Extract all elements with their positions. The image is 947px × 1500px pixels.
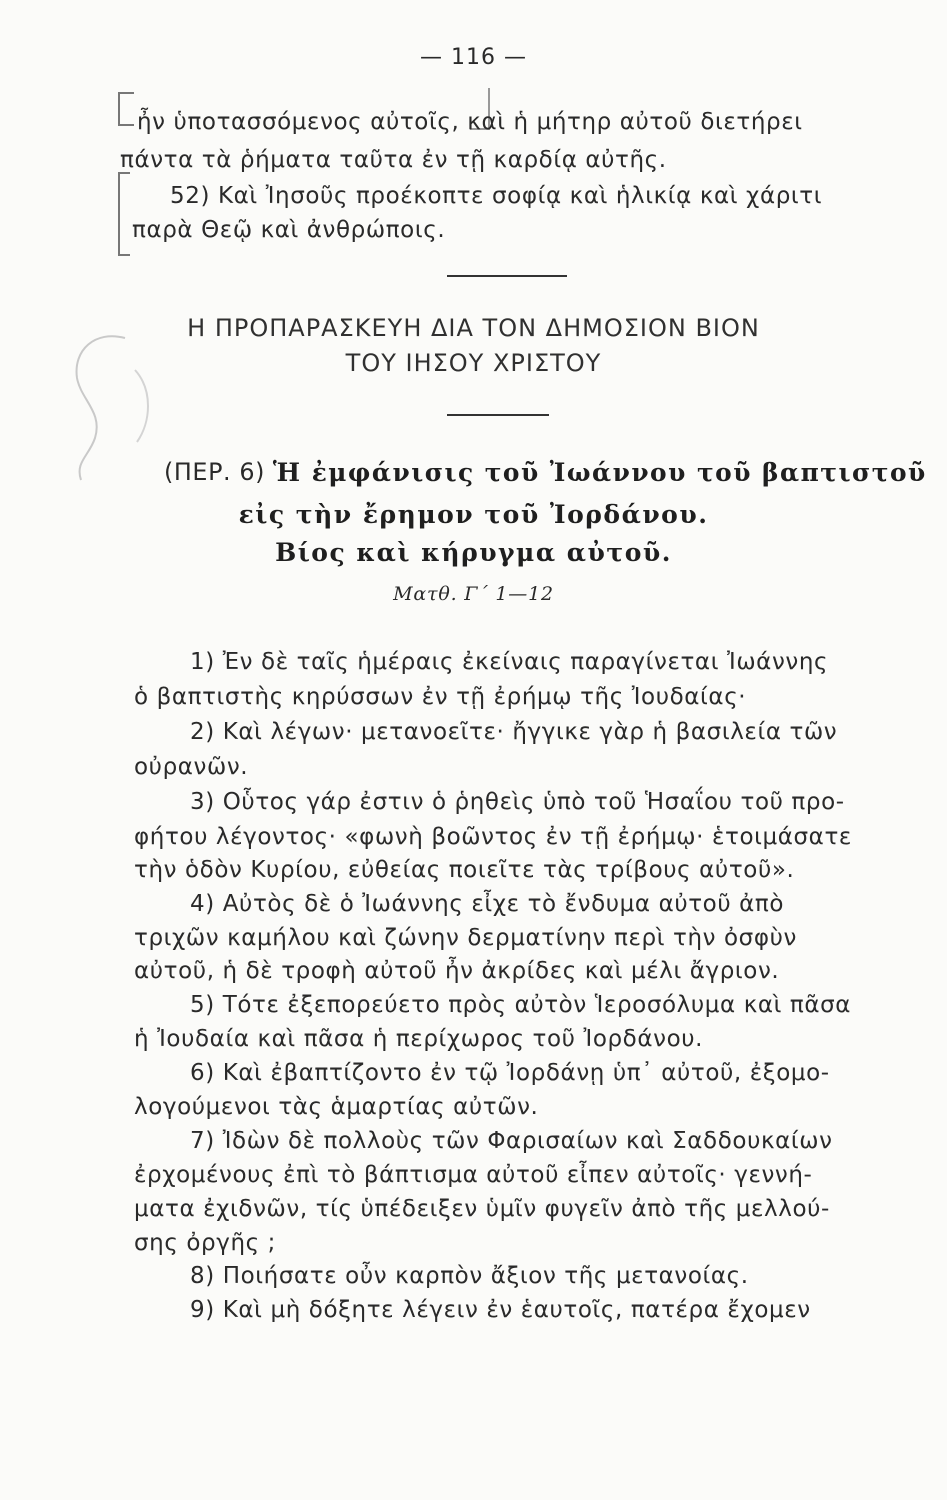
margin-bracket-mark bbox=[118, 172, 130, 256]
section-heading: ΤΟΥ ΙΗΣΟΥ ΧΡΙΣΤΟΥ bbox=[345, 349, 602, 377]
verse-line: φήτου λέγοντος· «φωνὴ βοῶντος ἐν τῇ ἐρήμῳ· ἑτοιμάσατε bbox=[134, 824, 852, 850]
verse-line: ὁ βαπτιστὴς κηρύσσων ἐν τῇ ἐρήμῳ τῆς Ἰουδαίας· bbox=[134, 684, 747, 710]
text-line: πάντα τὰ ῥήματα ταῦτα ἐν τῇ καρδίᾳ αὐτῆς. bbox=[120, 147, 667, 173]
chapter-title bbox=[164, 458, 927, 487]
scripture-reference: Ματθ. Γ΄ 1—12 bbox=[393, 583, 554, 605]
divider-rule bbox=[447, 275, 567, 277]
verse-line: 4) Αὐτὸς δὲ ὁ Ἰωάννης εἶχε τὸ ἔνδυμα αὐτοῦ ἀπὸ bbox=[190, 891, 785, 917]
verse-line: 1) Ἐν δὲ ταῖς ἡμέραις ἐκείναις παραγίνεται Ἰωάννης bbox=[190, 649, 829, 675]
verse-line: τὴν ὁδὸν Κυρίου, εὐθείας ποιεῖτε τὰς τρίβους αὐτοῦ». bbox=[134, 857, 795, 883]
margin-bracket-mark bbox=[118, 92, 134, 126]
chapter-title-line: Βίος καὶ κήρυγμα αὐτοῦ. bbox=[275, 538, 672, 567]
verse-line: 2) Καὶ λέγων· μετανοεῖτε· ἤγγικε γὰρ ἡ βασιλεία τῶν bbox=[190, 719, 838, 745]
verse-line: 6) Καὶ ἐβαπτίζοντο ἐν τῷ Ἰορδάνῃ ὑπ᾿ αὐτοῦ, ἐξομο- bbox=[190, 1060, 830, 1086]
verse-line: 5) Τότε ἐξεπορεύετο πρὸς αὐτὸν Ἱεροσόλυμα καὶ πᾶσα bbox=[190, 992, 852, 1018]
divider-rule bbox=[447, 414, 549, 416]
verse-line: 3) Οὗτος γάρ ἐστιν ὁ ῥηθεὶς ὑπὸ τοῦ Ἡσαΐου τοῦ προ- bbox=[190, 789, 845, 815]
verse-line: 7) Ἰδὼν δὲ πολλοὺς τῶν Φαρισαίων καὶ Σαδδουκαίων bbox=[190, 1128, 833, 1154]
verse-line: ματα ἐχιδνῶν, τίς ὑπέδειξεν ὑμῖν φυγεῖν ἀπὸ τῆς μελλού- bbox=[134, 1196, 830, 1222]
text-line: 52) Καὶ Ἰησοῦς προέκοπτε σοφίᾳ καὶ ἡλικίᾳ καὶ χάριτι bbox=[170, 183, 823, 209]
chapter-title-line: εἰς τὴν ἔρημον τοῦ Ἰορδάνου. bbox=[238, 500, 709, 529]
verse-line: σης ὀργῆς ; bbox=[134, 1230, 276, 1256]
page-number: — 116 — bbox=[420, 45, 527, 70]
verse-line: ἡ Ἰουδαία καὶ πᾶσα ἡ περίχωρος τοῦ Ἰορδάνου. bbox=[134, 1026, 704, 1052]
verse-line: οὐρανῶν. bbox=[134, 754, 249, 780]
section-heading: Η ΠΡΟΠΑΡΑΣΚΕΥΗ ΔΙΑ ΤΟΝ ΔΗΜΟΣΙΟΝ ΒΙΟΝ bbox=[187, 314, 760, 342]
text-line: ἦν ὑποτασσόμενος αὐτοῖς, καὶ ἡ μήτηρ αὐτοῦ διετήρει bbox=[137, 109, 803, 135]
verse-line: 8) Ποιήσατε οὖν καρπὸν ἄξιον τῆς μετανοίας. bbox=[190, 1263, 749, 1289]
verse-line: 9) Καὶ μὴ δόξητε λέγειν ἐν ἑαυτοῖς, πατέρα ἔχομεν bbox=[190, 1297, 811, 1323]
verse-line: λογούμενοι τὰς ἁμαρτίας αὐτῶν. bbox=[134, 1094, 539, 1120]
verse-line: τριχῶν καμήλου καὶ ζώνην δερματίνην περὶ τὴν ὀσφὺν bbox=[134, 925, 797, 951]
text-line: παρὰ Θεῷ καὶ ἀνθρώποις. bbox=[132, 217, 446, 243]
chapter-prefix: (ΠΕΡ. 6) bbox=[164, 458, 266, 486]
verse-line: ἐρχομένους ἐπὶ τὸ βάπτισμα αὐτοῦ εἶπεν αὐτοῖς· γεννή- bbox=[134, 1162, 813, 1188]
verse-line: αὐτοῦ, ἡ δὲ τροφὴ αὐτοῦ ἦν ἀκρίδες καὶ μέλι ἄγριον. bbox=[134, 958, 780, 984]
chapter-title-line: Ἡ ἐμφάνισις τοῦ Ἰωάννου τοῦ βαπτιστοῦ bbox=[272, 458, 927, 487]
